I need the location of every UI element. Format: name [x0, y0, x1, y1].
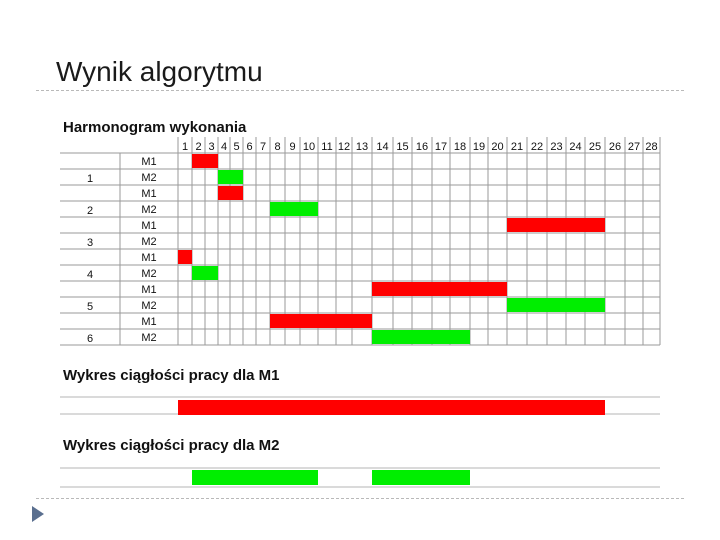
- job-label: 2: [86, 205, 94, 217]
- period-label: 8: [274, 141, 281, 153]
- footer-divider: [36, 498, 684, 499]
- period-label: 11: [321, 141, 333, 153]
- period-label: 6: [246, 141, 253, 153]
- machine-label: M2: [141, 236, 157, 248]
- continuity-title-m2: Wykres ciągłości pracy dla M2: [63, 437, 280, 454]
- task-bar-job5-m1: [372, 282, 507, 296]
- continuity-title-m1: Wykres ciągłości pracy dla M1: [63, 367, 280, 384]
- period-label: 10: [302, 141, 316, 153]
- period-label: 14: [376, 141, 389, 153]
- task-bar-job1-m2: [218, 170, 243, 184]
- period-label: 26: [608, 141, 622, 153]
- task-bar-job3-m1: [507, 218, 605, 232]
- machine-label: M2: [141, 332, 157, 344]
- period-label: 16: [415, 141, 429, 153]
- chart-title: Harmonogram wykonania: [63, 119, 247, 136]
- period-label: 3: [208, 141, 215, 153]
- period-label: 9: [289, 141, 296, 153]
- period-label: 13: [355, 141, 369, 153]
- period-label: 4: [220, 141, 228, 153]
- continuity-bar-m2: [372, 470, 470, 485]
- task-bar-job1-m1: [192, 154, 218, 168]
- continuity-bar-m2: [192, 470, 318, 485]
- job-label: 1: [86, 173, 94, 185]
- period-label: 27: [627, 141, 641, 153]
- period-label: 2: [195, 141, 202, 153]
- machine-label: M1: [141, 284, 157, 296]
- task-bar-job5-m2: [507, 298, 605, 312]
- job-label: 3: [86, 237, 94, 249]
- period-label: 12: [337, 141, 351, 153]
- period-label: 24: [569, 141, 582, 153]
- next-slide-arrow-icon[interactable]: [32, 506, 44, 522]
- machine-label: M2: [141, 172, 157, 184]
- machine-label: M1: [141, 252, 157, 264]
- task-bar-job6-m2: [372, 330, 470, 344]
- machine-label: M2: [141, 300, 157, 312]
- machine-label: M1: [141, 316, 157, 328]
- machine-label: M1: [141, 188, 157, 200]
- period-label: 19: [472, 141, 486, 153]
- slide-title: Wynik algorytmu: [56, 56, 263, 87]
- task-bar-job4-m2: [192, 266, 218, 280]
- job-label: 6: [86, 333, 94, 345]
- period-label: 15: [396, 141, 409, 153]
- machine-label: M2: [141, 268, 157, 280]
- job-label: 5: [86, 301, 94, 313]
- period-label: 28: [645, 141, 658, 153]
- continuity-bar-m1: [178, 400, 605, 415]
- machine-label: M1: [141, 156, 157, 168]
- period-label: 18: [453, 141, 467, 153]
- task-bar-job2-m2: [270, 202, 318, 216]
- period-label: 7: [259, 141, 267, 153]
- task-bar-job4-m1: [178, 250, 192, 264]
- job-label: 4: [86, 269, 94, 281]
- period-label: 25: [588, 141, 602, 153]
- task-bar-job2-m1: [218, 186, 243, 200]
- period-label: 22: [530, 141, 544, 153]
- period-label: 23: [550, 141, 563, 153]
- task-bar-job6-m1: [270, 314, 372, 328]
- period-label: 21: [510, 141, 524, 153]
- period-label: 20: [491, 141, 504, 153]
- period-label: 1: [181, 141, 189, 153]
- period-label: 5: [233, 141, 240, 153]
- machine-label: M2: [141, 204, 157, 216]
- period-label: 17: [434, 141, 448, 153]
- machine-label: M1: [141, 220, 157, 232]
